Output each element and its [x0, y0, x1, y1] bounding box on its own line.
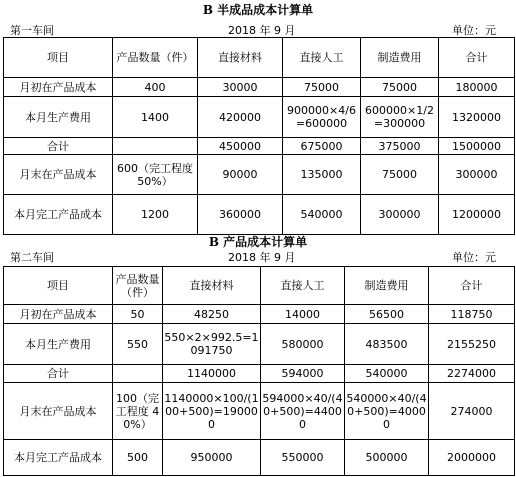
table-cell: 56500 — [345, 305, 429, 324]
doc1-workshop: 第一车间 — [10, 24, 54, 37]
table-cell: 2274000 — [429, 365, 515, 383]
table-cell: 594000×40/(40+500)=44000 — [261, 383, 345, 440]
table-row — [4, 324, 515, 365]
doc2-unit: 单位：元 — [452, 251, 496, 264]
table-cell: 950000 — [163, 440, 261, 476]
header-cell: 产品数量（件） — [113, 38, 198, 78]
row-label: 月初在产品成本 — [4, 78, 113, 97]
table-row — [4, 155, 515, 195]
table-cell: 2000000 — [429, 440, 515, 476]
table-cell: 600（完工程度 50%） — [113, 155, 198, 195]
table-row — [4, 305, 515, 324]
table-cell: 550000 — [261, 440, 345, 476]
header-cell: 制造费用 — [345, 267, 429, 305]
table-cell: 580000 — [261, 324, 345, 365]
table-cell: 100（完工程度 40%） — [113, 383, 163, 440]
row-label: 合计 — [4, 138, 113, 155]
table-cell: 300000 — [439, 155, 515, 195]
table-cell: 75000 — [283, 78, 361, 97]
header-cell: 项目 — [4, 38, 113, 78]
row-label: 月末在产品成本 — [4, 383, 113, 440]
table-cell: 1500000 — [439, 138, 515, 155]
table-cell: 420000 — [198, 97, 283, 138]
table-cell: 900000×4/6=600000 — [283, 97, 361, 138]
doc2-workshop: 第二车间 — [10, 251, 54, 264]
table-cell: 135000 — [283, 155, 361, 195]
table-cell: 300000 — [361, 195, 439, 235]
table-row — [4, 383, 515, 440]
table-cell: 1200000 — [439, 195, 515, 235]
doc1-unit: 单位：元 — [452, 24, 496, 37]
table-cell: 550×2×992.5=1091750 — [163, 324, 261, 365]
table-cell: 1200 — [113, 195, 198, 235]
table-header-row — [4, 267, 515, 305]
row-label: 月初在产品成本 — [4, 305, 113, 324]
table-cell: 400 — [113, 78, 198, 97]
table-cell: 1320000 — [439, 97, 515, 138]
table-cell: 450000 — [198, 138, 283, 155]
header-cell: 项目 — [4, 267, 113, 305]
row-label: 月末在产品成本 — [4, 155, 113, 195]
table-row — [4, 440, 515, 476]
header-cell: 直接材料 — [163, 267, 261, 305]
table-cell: 75000 — [361, 78, 439, 97]
header-cell: 合计 — [429, 267, 515, 305]
doc1-cost-table — [3, 37, 515, 235]
header-cell: 合计 — [439, 38, 515, 78]
header-cell: 产品数量（件） — [113, 267, 163, 305]
table-cell — [113, 138, 198, 155]
table-cell — [113, 365, 163, 383]
table-cell: 30000 — [198, 78, 283, 97]
table-cell: 274000 — [429, 383, 515, 440]
table-row — [4, 195, 515, 235]
doc2-date: 2018 年 9 月 — [228, 251, 296, 264]
header-cell: 制造费用 — [361, 38, 439, 78]
table-cell: 540000 — [283, 195, 361, 235]
table-cell: 2155250 — [429, 324, 515, 365]
header-cell: 直接材料 — [198, 38, 283, 78]
table-cell: 48250 — [163, 305, 261, 324]
table-row — [4, 97, 515, 138]
table-header-row — [4, 38, 515, 78]
table-cell: 540000 — [345, 365, 429, 383]
table-cell: 360000 — [198, 195, 283, 235]
table-cell: 600000×1/2=300000 — [361, 97, 439, 138]
table-cell: 75000 — [361, 155, 439, 195]
doc2-cost-table — [3, 266, 515, 476]
row-label: 合计 — [4, 365, 113, 383]
row-label: 本月完工产品成本 — [4, 195, 113, 235]
table-row — [4, 365, 515, 383]
table-cell: 14000 — [261, 305, 345, 324]
table-cell: 483500 — [345, 324, 429, 365]
header-cell: 直接人工 — [261, 267, 345, 305]
doc1-title: B 半成品成本计算单 — [202, 3, 314, 17]
table-cell: 50 — [113, 305, 163, 324]
table-cell: 594000 — [261, 365, 345, 383]
table-cell: 1400 — [113, 97, 198, 138]
doc1-date: 2018 年 9 月 — [228, 24, 296, 37]
table-cell: 1140000 — [163, 365, 261, 383]
doc2-title: B 产品成本计算单 — [208, 235, 308, 249]
row-label: 本月完工产品成本 — [4, 440, 113, 476]
table-cell: 675000 — [283, 138, 361, 155]
table-cell: 500 — [113, 440, 163, 476]
table-cell: 375000 — [361, 138, 439, 155]
header-cell: 直接人工 — [283, 38, 361, 78]
table-row — [4, 78, 515, 97]
table-row — [4, 138, 515, 155]
table-cell: 540000×40/(40+500)=40000 — [345, 383, 429, 440]
table-cell: 500000 — [345, 440, 429, 476]
row-label: 本月生产费用 — [4, 324, 113, 365]
table-cell: 1140000×100/(100+500)=190000 — [163, 383, 261, 440]
table-cell: 118750 — [429, 305, 515, 324]
table-cell: 90000 — [198, 155, 283, 195]
table-cell: 180000 — [439, 78, 515, 97]
row-label: 本月生产费用 — [4, 97, 113, 138]
table-cell: 550 — [113, 324, 163, 365]
